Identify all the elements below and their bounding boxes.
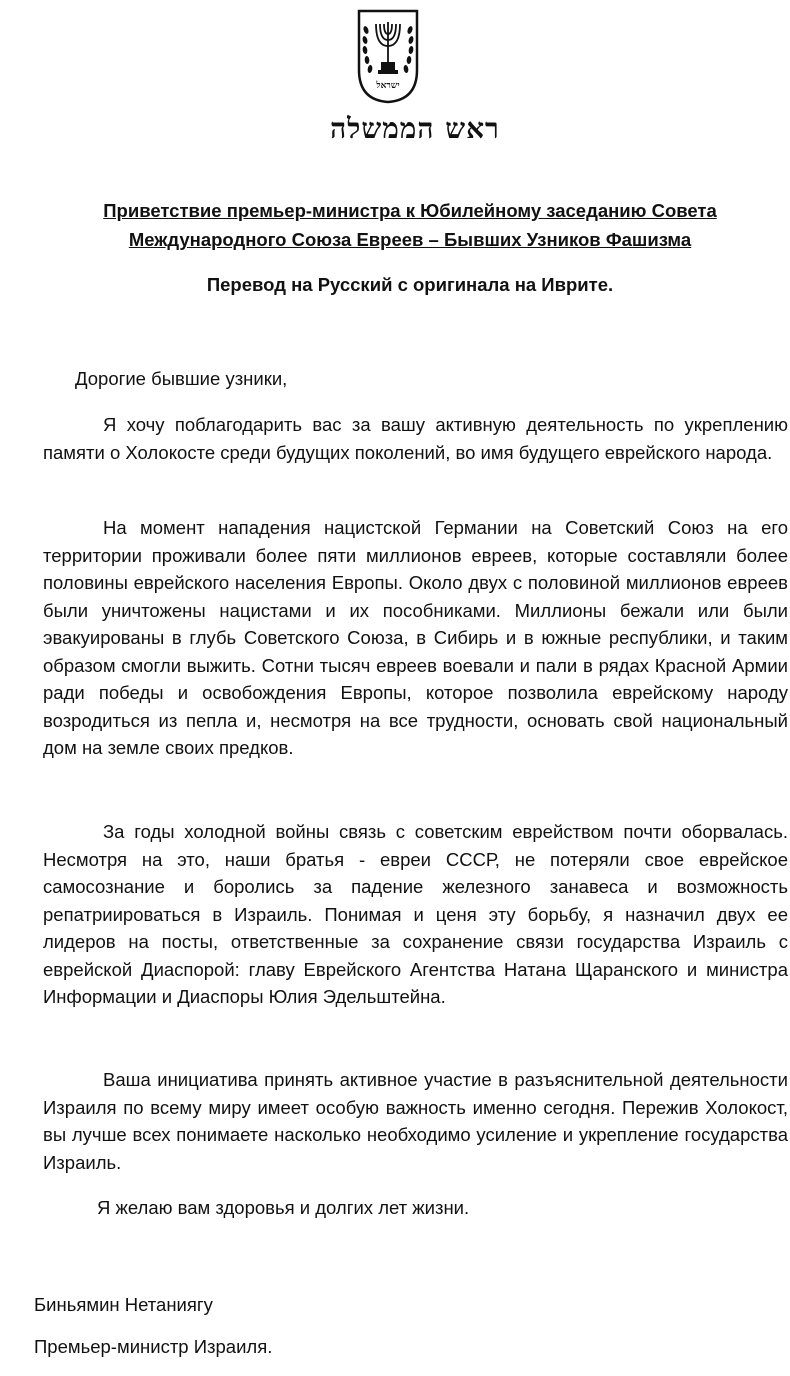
paragraph: Ваша инициатива принять активное участие в разъяснительной деятельности Израиля по всему миру имеет особую важность именно сегодня. Пережив Холокост, вы лучше всех понимаете насколько необходимо усиление и укрепление государства Израиль.: [43, 1069, 788, 1173]
signature-title: Премьер-министр Израиля.: [34, 1336, 273, 1357]
letter-heading: [60, 196, 760, 254]
emblem-text: ישראל: [376, 81, 400, 91]
heading-line-2: Международного Союза Евреев – Бывших Узников Фашизма: [128, 229, 692, 250]
office-title: ראש הממשלה: [330, 112, 500, 145]
greeting: Дорогие бывшие узники,: [75, 368, 288, 389]
paragraph: На момент нападения нацистской Германии на Советский Союз на его территории проживали более пяти миллионов евреев, которые составляли более половины еврейского населения Европы. Около двух с половиной миллионов евреев были уничтожены нацистами и их пособниками. Миллионы бежали или были эвакуированы в глубь Советского Союза, в Сибирь и в южные республики, и таким образом смогли выжить. Сотни тысяч евреев воевали и пали в рядах Красной Армии ради победы и освобождения Европы, которое позволила еврейскому народу возродиться из пепла и, несмотря на все трудности, основать свой национальный дом на земле своих предков.: [43, 517, 788, 758]
signature-name: Биньямин Нетаниягу: [34, 1294, 213, 1315]
closing-wish: Я желаю вам здоровья и долгих лет жизни.: [97, 1197, 470, 1218]
heading-line-1: Приветствие премьер-министра к Юбилейному заседанию Совета: [103, 200, 717, 221]
menorah-emblem-icon: [355, 8, 421, 104]
paragraph: За годы холодной войны связь с советским еврейством почти оборвалась. Несмотря на это, наши братья - евреи СССР, не потеряли свое еврейское самосознание и боролись за падение железного занавеса и возможность репатриироваться в Израиль. Понимая и ценя эту борьбу, я назначил двух ее лидеров на посты, ответственные за сохранение связи государства Израиль с еврейской Диаспорой: главу Еврейского Агентства Натана Щаранского и министра Информации и Диаспоры Юлия Эдельштейна.: [43, 821, 788, 1007]
translation-note: Перевод на Русский с оригинала на Иврите.: [206, 274, 614, 295]
paragraph: Я хочу поблагодарить вас за вашу активную деятельность по укреплению памяти о Холокосте среди будущих поколений, во имя будущего еврейского народа.: [43, 414, 788, 463]
